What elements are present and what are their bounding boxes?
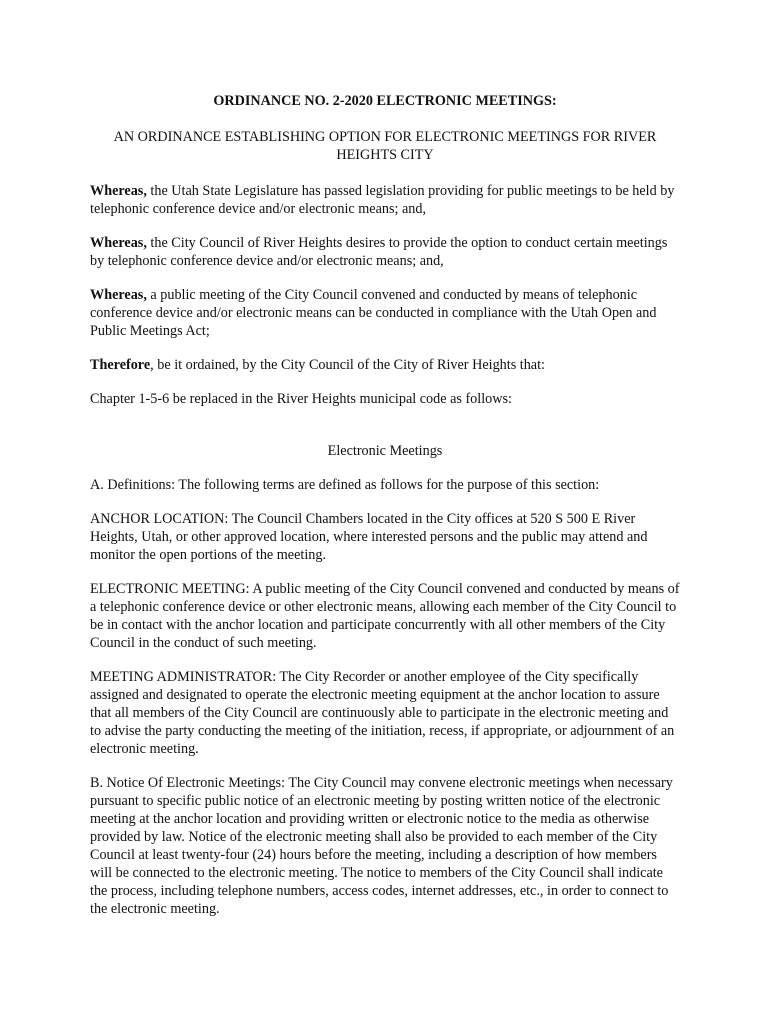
whereas-paragraph-1 <box>90 182 680 218</box>
therefore-paragraph <box>90 356 680 374</box>
notice-paragraph: B. Notice Of Electronic Meetings: The City Council may convene electronic meetings when necessary pursuant to specific public notice of an electronic meeting by posting written notice of the electronic meeting at the anchor location and providing written or electronic notice to the media as otherwise provided by law. Notice of the electronic meeting shall also be provided to each member of the City Council at least twenty-four (24) hours before the meeting, including a description of how members will be connected to the electronic meeting. The notice to members of the City Council shall indicate the process, including telephone numbers, access codes, internet addresses, etc., in order to connect to the electronic meeting. <box>90 775 673 917</box>
whereas-lead: Whereas, <box>90 287 147 303</box>
whereas-lead: Whereas, <box>90 235 147 251</box>
whereas-text: a public meeting of the City Council convened and conducted by means of telephonic conference device and/or electronic means can be conducted in compliance with the Utah Open and Public Meetings Act; <box>90 287 657 339</box>
therefore-text: , be it ordained, by the City Council of the City of River Heights that: <box>150 357 545 373</box>
whereas-paragraph-2 <box>90 234 680 270</box>
document-title: ORDINANCE NO. 2-2020 ELECTRONIC MEETINGS: <box>213 93 557 109</box>
definition-anchor-location: ANCHOR LOCATION: The Council Chambers located in the City offices at 520 S 500 E River Heights, Utah, or other approved location, where interested persons and the public may attend and monitor the open portions of the meeting. <box>90 511 648 563</box>
definition-meeting-administrator: MEETING ADMINISTRATOR: The City Recorder or another employee of the City specifically assigned and designated to operate the electronic meeting equipment at the anchor location to assure that all members of the City Council are continuously able to participate in the electronic meeting and to advise the party conducting the meeting of the initiation, recess, if appropriate, or adjournment of an electronic meeting. <box>90 669 675 757</box>
definitions-intro: A. Definitions: The following terms are defined as follows for the purpose of this section: <box>90 477 600 493</box>
whereas-lead: Whereas, <box>90 183 147 199</box>
section-heading: Electronic Meetings <box>327 443 443 459</box>
definition-electronic-meeting: ELECTRONIC MEETING: A public meeting of the City Council convened and conducted by means of a telephonic conference device or other electronic means, allowing each member of the City Council to be in contact with the anchor location and participate concurrently with all other members of the City Council in the conduct of such meeting. <box>90 581 680 651</box>
chapter-line: Chapter 1-5-6 be replaced in the River Heights municipal code as follows: <box>90 391 512 407</box>
whereas-paragraph-3 <box>90 286 680 340</box>
document-page <box>90 92 680 934</box>
whereas-text: the City Council of River Heights desires to provide the option to conduct certain meetings by telephonic conference device and/or electronic means; and, <box>90 235 668 269</box>
whereas-text: the Utah State Legislature has passed legislation providing for public meetings to be held by telephonic conference device and/or electronic means; and, <box>90 183 675 217</box>
therefore-lead: Therefore <box>90 357 151 373</box>
document-subtitle: AN ORDINANCE ESTABLISHING OPTION FOR ELECTRONIC MEETINGS FOR RIVER HEIGHTS CITY <box>113 129 657 163</box>
